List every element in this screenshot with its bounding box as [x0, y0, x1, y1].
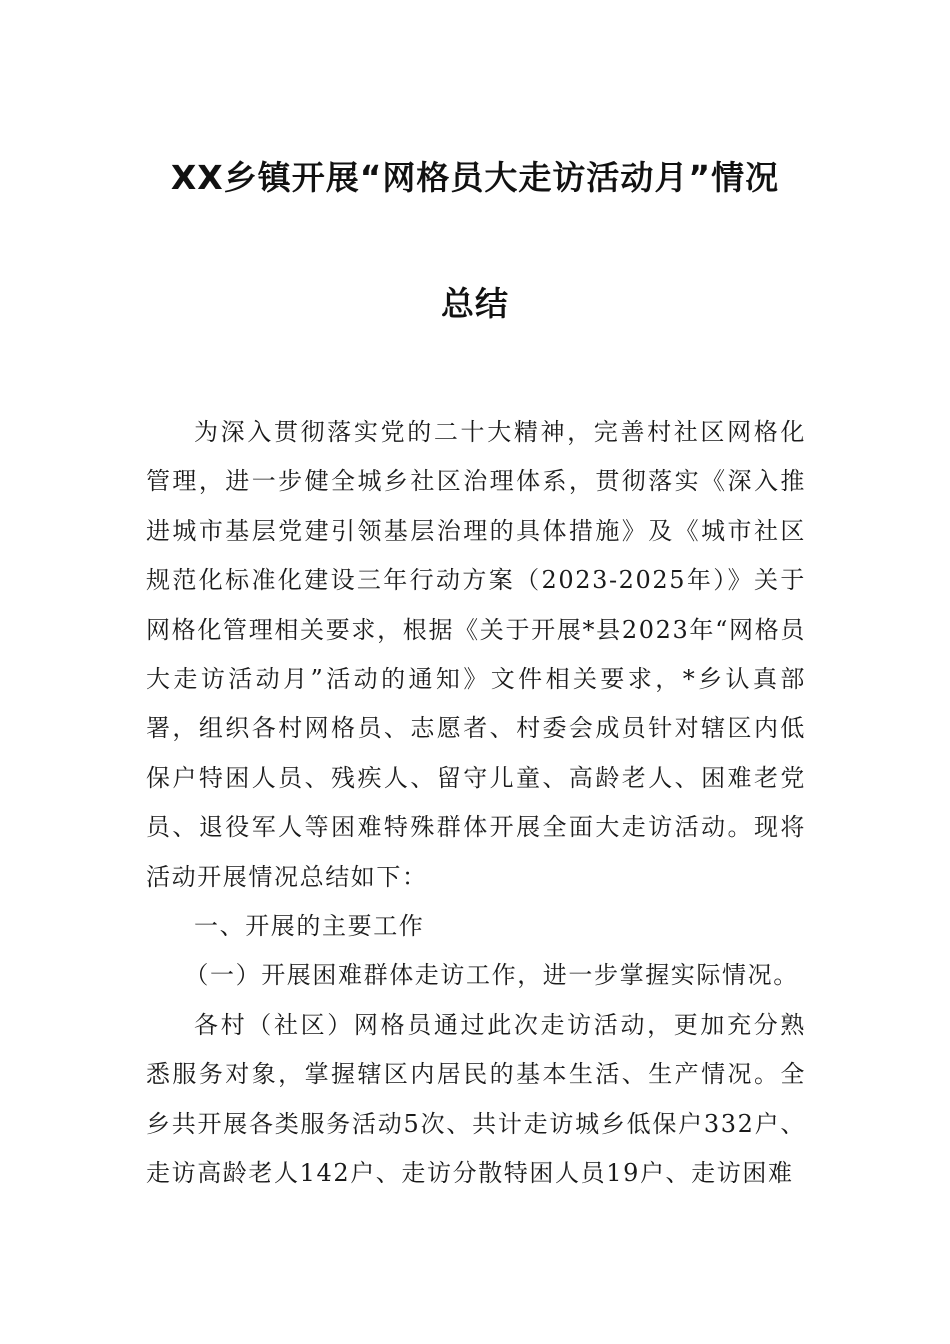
section-heading: 一、开展的主要工作 [194, 912, 425, 941]
intro-paragraph: 为深入贯彻落实党的二十大精神，完善村社区网格化管理，进一步健全城乡社区治理体系，贯彻落实《深入推进城市基层党建引领基层治理的具体措施》及《城市社区规范化标准化建设三年行动方案（2023-2025年）》关于网格化管理相关要求，根据《关于开展*县2023年“网格员大走访活动月”活动的通知》文件相关要求，*乡认真部署，组织各村网格员、志愿者、村委会成员针对辖区内低保户特困人员、残疾人、留守儿童、高龄老人、困难老党员、退役军人等困难特殊群体开展全面大走访活动。现将活动开展情况总结如下： [146, 418, 806, 891]
document-title-line-2: 总结 [441, 284, 509, 323]
body-paragraph: 各村（社区）网格员通过此次走访活动，更加充分熟悉服务对象，掌握辖区内居民的基本生活、生产情况。全乡共开展各类服务活动5次、共计走访城乡低保户332户、走访高龄老人142户、走访分散特困人员19户、走访困难 [146, 1010, 806, 1188]
subsection-heading: （一）开展困难群体走访工作，进一步掌握实际情况。 [184, 961, 799, 990]
document-body [146, 408, 806, 1199]
document-title-line-1: XX乡镇开展“网格员大走访活动月”情况 [170, 158, 780, 197]
